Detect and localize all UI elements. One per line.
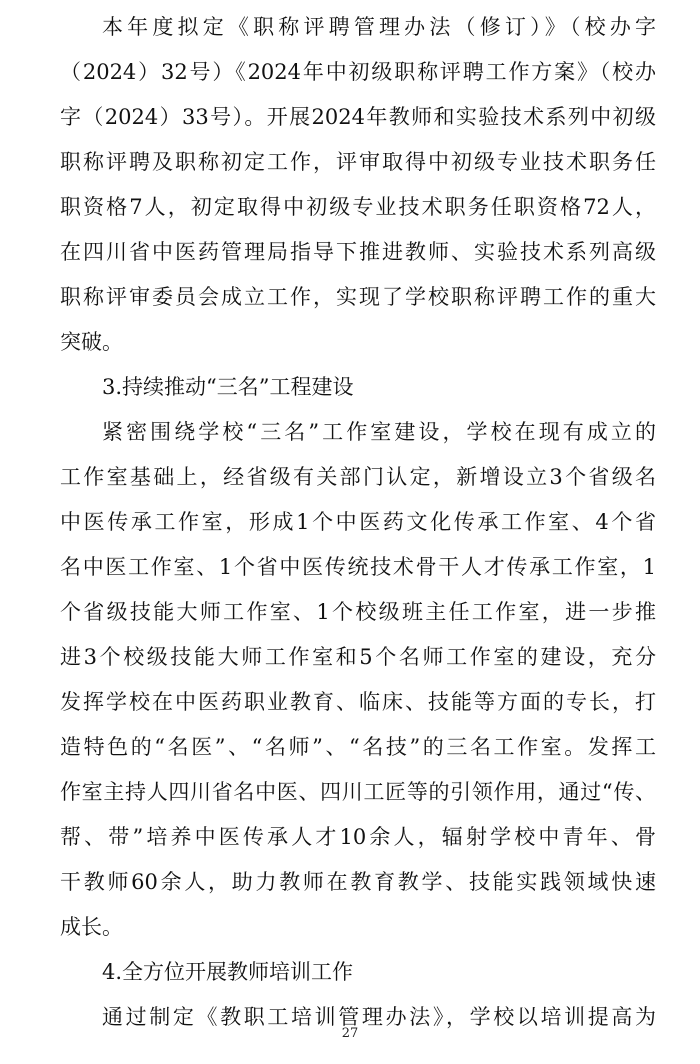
- paragraph-line: 字（2024）33号）。开展2024年教师和实验技术系列中初级: [60, 105, 656, 129]
- section-heading: 3.持续推动“三名”工程建设: [102, 375, 354, 399]
- page-number: 27: [341, 1026, 359, 1041]
- paragraph-line: 造特色的“名医”、“名师”、“名技”的三名工作室。发挥工: [60, 735, 656, 759]
- paragraph-line: 紧密围绕学校“三名”工作室建设，学校在现有成立的: [102, 420, 656, 444]
- paragraph-line: 工作室基础上，经省级有关部门认定，新增设立3个省级名: [60, 465, 656, 489]
- paragraph-line: 职称评聘及职称初定工作，评审取得中初级专业技术职务任: [60, 150, 656, 174]
- paragraph-line: 作室主持人四川省名中医、四川工匠等的引领作用，通过“传、: [60, 780, 656, 804]
- paragraph-line: 本年度拟定《职称评聘管理办法（修订）》（校办字: [102, 15, 656, 39]
- paragraph-line: 发挥学校在中医药职业教育、临床、技能等方面的专长，打: [60, 690, 656, 714]
- paragraph-line: 职称评审委员会成立工作，实现了学校职称评聘工作的重大: [60, 285, 656, 309]
- paragraph-line: 帮、带”培养中医传承人才10余人，辐射学校中青年、骨: [60, 825, 656, 849]
- paragraph-line: 通过制定《教职工培训管理办法》，学校以培训提高为: [102, 1005, 656, 1029]
- paragraph-line: 进3个校级技能大师工作室和5个名师工作室的建设，充分: [60, 645, 656, 669]
- paragraph-line: 职资格7人，初定取得中初级专业技术职务任职资格72人，: [60, 195, 656, 219]
- paragraph-line: 中医传承工作室，形成1个中医药文化传承工作室、4个省: [60, 510, 656, 534]
- paragraph-line: 成长。: [60, 915, 123, 939]
- paragraph-line: 个省级技能大师工作室、1个校级班主任工作室，进一步推: [60, 600, 656, 624]
- paragraph-line: 名中医工作室、1个省中医传统技术骨干人才传承工作室，1: [60, 555, 656, 579]
- paragraph-line: （2024）32号）《2024年中初级职称评聘工作方案》（校办: [60, 60, 656, 84]
- section-heading: 4.全方位开展教师培训工作: [102, 960, 354, 984]
- paragraph-line: 在四川省中医药管理局指导下推进教师、实验技术系列高级: [60, 240, 656, 264]
- paragraph-line: 干教师60余人，助力教师在教育教学、技能实践领域快速: [60, 870, 656, 894]
- paragraph-line: 突破。: [60, 330, 123, 354]
